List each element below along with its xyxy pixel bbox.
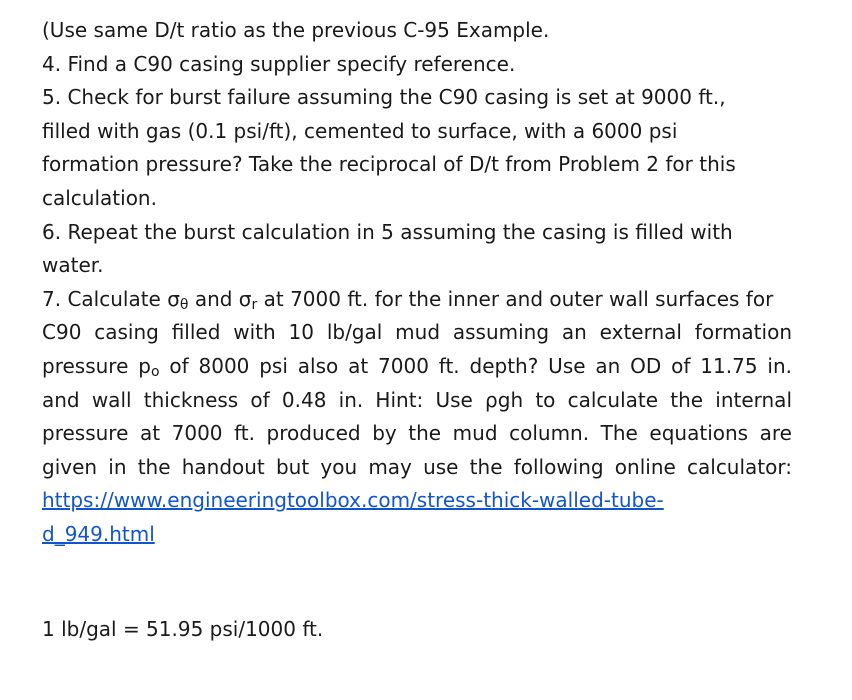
item-7-pressure-rest: of 8000 psi also at 7000 ft. depth? Use an OD of 11.75 in. — [159, 353, 792, 378]
item-7-text-a: 7. Calculate σ — [42, 286, 180, 311]
item-7-line-5: pressure at 7000 ft. produced by the mud column. The equations are — [42, 421, 792, 446]
item-7-line-3 — [42, 350, 792, 384]
item-5-line-1: 5. Check for burst failure assuming the C90 casing is set at 9000 ft., — [42, 85, 726, 110]
calculator-link-continued[interactable]: d_949.html — [42, 521, 155, 546]
p-o-subscript: o — [150, 363, 160, 380]
item-6-line-1: 6. Repeat the burst calculation in 5 assuming the casing is filled with — [42, 219, 733, 244]
item-7-line-1 — [42, 283, 792, 317]
item-7-line-2: C90 casing filled with 10 lb/gal mud assuming an external formation — [42, 320, 792, 345]
sigma-theta-subscript: θ — [179, 296, 189, 313]
document-body — [42, 14, 792, 646]
calculator-link-line-1[interactable] — [42, 484, 792, 518]
item-7-line-6: given in the handout but you may use the following online calculator: — [42, 454, 792, 479]
item-5-line-4: calculation. — [42, 185, 157, 210]
item-6-line-2: water. — [42, 253, 104, 278]
sigma-r-subscript: r — [251, 296, 258, 313]
item-5-line-2: filled with gas (0.1 psi/ft), cemented to surface, with a 6000 psi — [42, 118, 678, 143]
conversion-note: 1 lb/gal = 51.95 psi/1000 ft. — [42, 616, 324, 641]
item-5-line-3: formation pressure? Take the reciprocal of D/t from Problem 2 for this — [42, 152, 736, 177]
item-4: 4. Find a C90 casing supplier specify reference. — [42, 51, 516, 76]
spacer — [42, 552, 792, 613]
item-7-text-c: at 7000 ft. for the inner and outer wall surfaces for — [257, 286, 774, 311]
item-7-text-b: and σ — [188, 286, 252, 311]
calculator-link-line-2[interactable] — [42, 518, 792, 552]
calculator-link[interactable]: https://www.engineeringtoolbox.com/stress-thick-walled-tube- — [42, 488, 664, 513]
item-7-line-4: and wall thickness of 0.48 in. Hint: Use ρgh to calculate the internal — [42, 387, 792, 412]
item-7-pressure-text: pressure p — [42, 353, 151, 378]
intro-line: (Use same D/t ratio as the previous C-95 Example. — [42, 18, 550, 42]
